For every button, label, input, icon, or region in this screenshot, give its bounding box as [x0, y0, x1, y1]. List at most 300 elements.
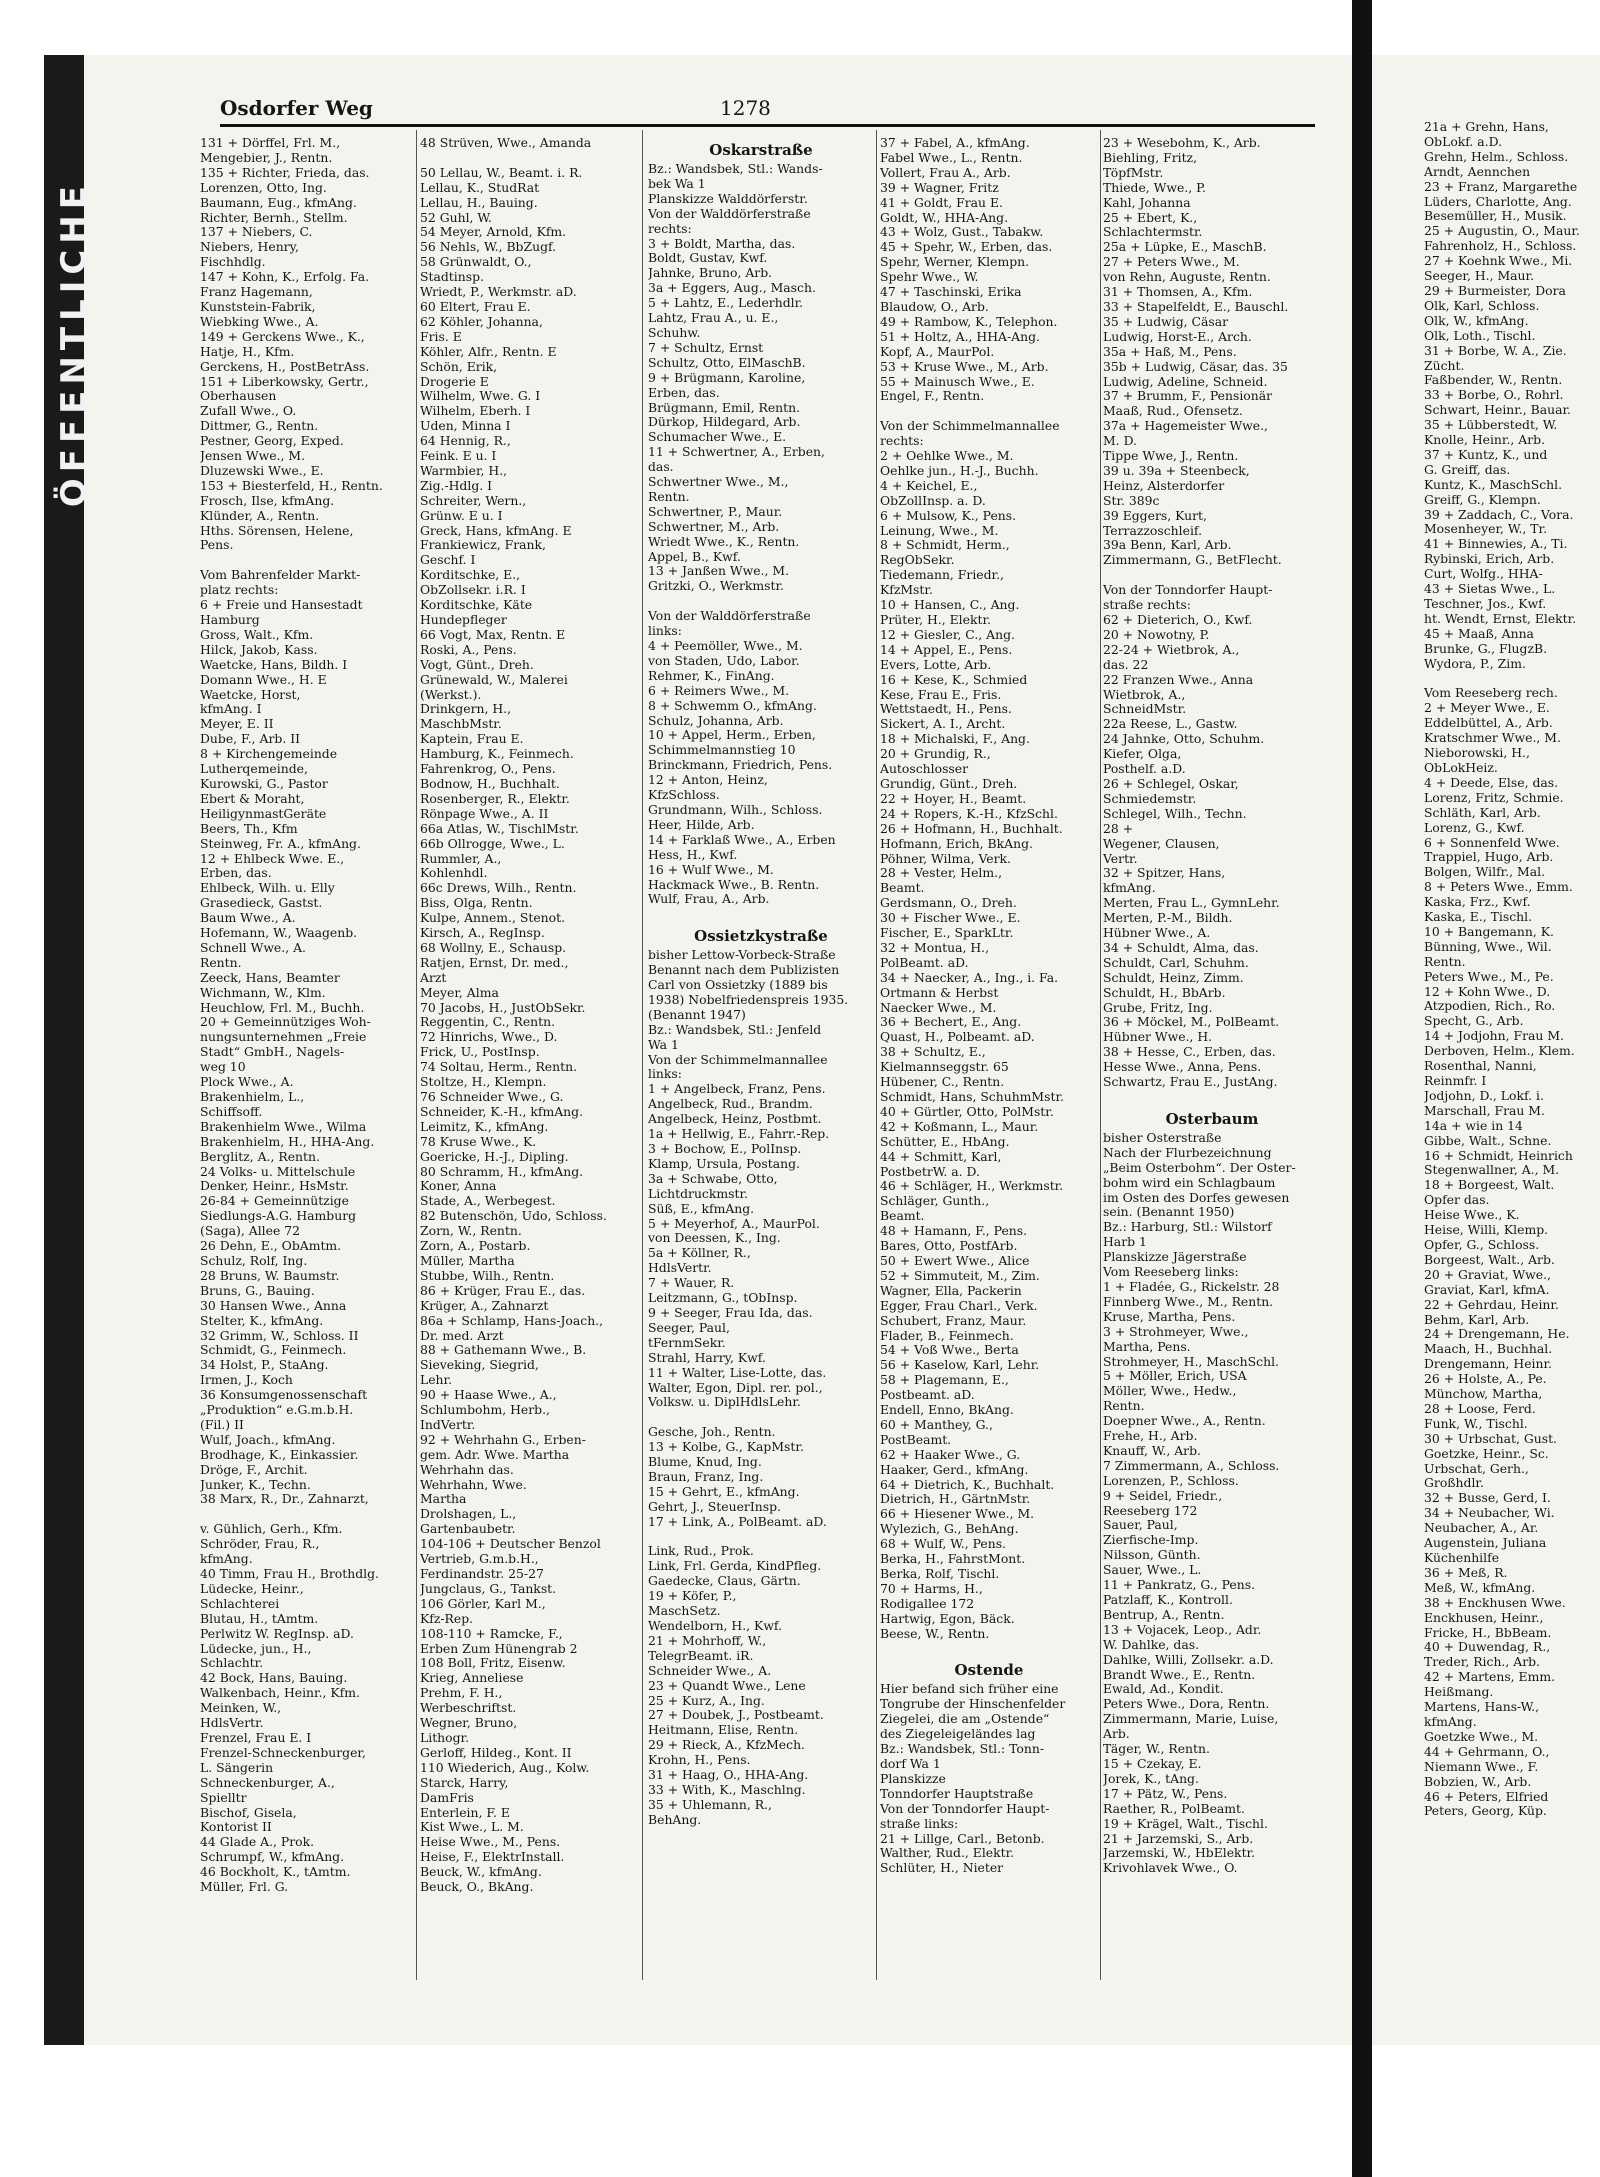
directory-entry: Grünewald, W., Malerei [420, 672, 568, 687]
directory-entry: 32 + Montua, H., [880, 940, 990, 955]
directory-column-2 [420, 136, 638, 1895]
directory-entry [648, 1530, 874, 1545]
directory-entry: Brakenhielm, H., HHA-Ang. [200, 1134, 375, 1149]
directory-entry: 92 + Wehrhahn G., Erben- [420, 1432, 586, 1447]
directory-entry: Carl von Ossietzky (1889 bis [648, 978, 828, 993]
directory-entry: 26-84 + Gemeinnützige [200, 1194, 349, 1209]
directory-entry: Evers, Lotte, Arb. [880, 657, 992, 672]
directory-entry: Frankiewicz, Frank, [420, 538, 546, 553]
directory-entry: 62 + Haaker Wwe., G. [880, 1447, 1021, 1462]
directory-entry: Lithogr. [420, 1730, 470, 1745]
directory-entry: Gritzki, O., Werkmstr. [648, 579, 784, 594]
directory-entry: Stubbe, Wilh., Rentn. [420, 1268, 555, 1283]
directory-entry: 28 + Loose, Ferd. [1424, 1401, 1536, 1416]
directory-entry: Ewald, Ad., Kondit. [1103, 1682, 1224, 1697]
directory-entry: Schulz, Johanna, Arb. [648, 713, 784, 728]
directory-entry: Junker, K., Techn. [200, 1477, 311, 1492]
directory-entry: Lellau, H., Bauing. [420, 195, 538, 210]
directory-entry: Teschner, Jos., Kwf. [1424, 597, 1547, 611]
directory-entry: Möller, Wwe., Hedw., [1103, 1384, 1237, 1399]
directory-entry: Merten, Frau L., GymnLehr. [1103, 896, 1280, 911]
directory-entry: Kratschmer Wwe., M. [1424, 731, 1561, 746]
directory-entry: Planskizze Jägerstraße [1103, 1250, 1247, 1265]
directory-entry: 2 + Oehlke Wwe., M. [880, 449, 1014, 464]
directory-entry: Lorenzen, Otto, Ing. [200, 180, 327, 195]
directory-entry: Schumacher Wwe., E. [648, 430, 787, 445]
street-heading: Ostende [954, 1661, 1024, 1680]
directory-entry: Franz Hagemann, [200, 285, 313, 300]
directory-entry: Schlachterei [200, 1596, 280, 1611]
directory-entry: Fricke, H., BbBeam. [1424, 1625, 1552, 1640]
directory-entry: 60 Eltert, Frau E. [420, 299, 531, 314]
directory-entry: 26 + Holste, A., Pe. [1424, 1372, 1547, 1387]
directory-entry: 55 + Mainusch Wwe., E. [880, 374, 1035, 389]
directory-entry: Wilhelm, Eberh. I [420, 404, 531, 419]
directory-entry: 7 + Schultz, Ernst [648, 340, 764, 355]
directory-entry: 16 + Wulf Wwe., M. [648, 862, 774, 877]
directory-entry: Greck, Hans, kfmAng. E [420, 523, 572, 538]
directory-entry: Lüders, Charlotte, Ang. [1424, 194, 1572, 209]
directory-entry: Enckhusen, Heinr., [1424, 1610, 1544, 1625]
directory-entry: Uden, Minna I [420, 419, 511, 434]
directory-entry: nungsunternehmen „Freie [200, 1030, 367, 1045]
directory-entry: 3 + Bochow, E., PolInsp. [648, 1142, 802, 1156]
directory-entry: Tongrube der Hinschenfelder [880, 1697, 1066, 1712]
directory-entry: Olk, W., kfmAng. [1424, 313, 1529, 328]
directory-entry: 28 Bruns, W. Baumstr. [200, 1268, 340, 1283]
directory-entry: Vollert, Frau A., Arb. [880, 165, 1011, 180]
directory-entry: Bruns, G., Bauing. [200, 1283, 315, 1298]
directory-entry: von Staden, Udo, Labor. [648, 653, 800, 668]
directory-entry: 14 + Appel, E., Pens. [880, 642, 1013, 657]
directory-entry: Flader, B., Feinmech. [880, 1328, 1014, 1343]
directory-entry: Braun, Franz, Ing. [648, 1469, 764, 1484]
directory-entry: 48 Strüven, Wwe., Amanda [420, 136, 592, 150]
directory-entry: Jarzemski, W., HbElektr. [1103, 1846, 1256, 1861]
directory-entry: Müller, Martha [420, 1253, 515, 1268]
directory-entry: Beamt. [880, 881, 925, 896]
directory-entry: 17 + Pätz, W., Pens. [1103, 1786, 1228, 1801]
directory-entry: Schmidt, G., Feinmech. [200, 1343, 347, 1358]
directory-entry: Maach, H., Buchhal. [1424, 1342, 1553, 1357]
directory-entry: 8 + Schmidt, Herm., [880, 538, 1010, 553]
directory-entry: Wydora, P., Zim. [1424, 656, 1526, 671]
directory-entry: Lorenz, Fritz, Schmie. [1424, 790, 1564, 805]
directory-entry: 1a + Hellwig, E., Fahrr.-Rep. [648, 1127, 830, 1142]
directory-entry: Hamburg [200, 613, 260, 627]
directory-entry: Mengebier, J., Rentn. [200, 150, 333, 165]
directory-entry: Köhler, Alfr., Rentn. E [420, 344, 557, 359]
directory-entry: Wettstaedt, H., Pens. [880, 702, 1012, 717]
directory-entry: Grasedieck, Gastst. [200, 896, 323, 911]
directory-entry: Reinmfr. I [1424, 1074, 1487, 1088]
directory-entry: Kurowski, G., Pastor [200, 776, 328, 791]
directory-entry: Biss, Olga, Rentn. [420, 896, 533, 911]
directory-entry: Hundepfleger [420, 613, 507, 627]
directory-entry: Bz.: Wandsbek, Stl.: Jenfeld [648, 1022, 822, 1037]
directory-entry: Arb. [1103, 1727, 1130, 1742]
directory-entry: Schwart, Heinr., Bauar. [1424, 403, 1571, 418]
directory-entry: HeiligynmastGeräte [200, 806, 327, 821]
directory-entry: Schmiedemstr. [1103, 791, 1197, 806]
directory-entry: 43 + Wolz, Gust., Tabakw. [880, 225, 1044, 240]
directory-entry: Rentn. [200, 955, 242, 970]
directory-entry: Berka, Rolf, Tischl. [880, 1567, 1000, 1581]
directory-entry: L. Sängerin [200, 1760, 274, 1775]
directory-entry: Prüter, H., Elektr. [880, 613, 991, 627]
directory-entry: sein. (Benannt 1950) [1103, 1205, 1235, 1220]
directory-entry: Jungclaus, G., Tankst. [420, 1581, 557, 1596]
directory-entry: Naecker Wwe., M. [880, 1000, 997, 1015]
directory-entry: 147 + Kohn, K., Erfolg. Fa. [200, 270, 370, 285]
directory-entry: 1 + Fladée, G., Rickelstr. 28 [1103, 1279, 1280, 1294]
directory-entry: Gerdsmann, O., Dreh. [880, 896, 1017, 911]
directory-entry: Sickert, A. I., Archt. [880, 717, 1006, 732]
directory-entry: Peters, Georg, Küp. [1424, 1804, 1547, 1819]
directory-entry: Lutherqemeinde, [200, 762, 308, 777]
directory-entry: 34 + Neubacher, Wi. [1424, 1506, 1555, 1521]
directory-entry: PostBeamt. [880, 1432, 952, 1447]
column-divider [416, 130, 417, 1980]
directory-entry: Baum Wwe., A. [200, 911, 296, 926]
directory-entry [648, 907, 874, 922]
directory-entry: Hesse Wwe., Anna, Pens. [1103, 1060, 1262, 1075]
directory-entry: Denker, Heinr., HsMstr. [200, 1179, 349, 1194]
directory-entry: M. D. [1103, 434, 1137, 449]
directory-entry: Zücht. [1424, 358, 1465, 373]
directory-entry: Rentn. [1424, 954, 1466, 969]
directory-entry [1424, 672, 1600, 687]
directory-entry: Pestner, Georg, Exped. [200, 434, 344, 449]
directory-entry: Bobzien, W., Arb. [1424, 1774, 1532, 1789]
directory-entry: Vom Reeseberg rech. [1424, 686, 1558, 701]
directory-entry: 27 + Peters Wwe., M. [1103, 255, 1240, 270]
directory-entry: 19 + Köfer, P., [648, 1589, 737, 1604]
directory-entry: 13 + Vojacek, Leop., Adr. [1103, 1622, 1262, 1637]
directory-entry: Rehmer, K., FinAng. [648, 668, 775, 683]
directory-entry: 24 + Drengemann, He. [1424, 1327, 1570, 1342]
directory-entry: Dluzewski Wwe., E. [200, 463, 324, 478]
directory-entry: Roski, A., Pens. [420, 642, 517, 657]
directory-entry: Sauer, Wwe., L. [1103, 1563, 1202, 1578]
directory-entry: Maaß, Rud., Ofensetz. [1103, 404, 1243, 419]
directory-entry: 2 + Meyer Wwe., E. [1424, 701, 1550, 716]
directory-entry: Ludwig, Horst-E., Arch. [1103, 329, 1252, 344]
directory-entry: Schwertner, P., Maur. [648, 504, 783, 519]
directory-entry: Tippe Wwe, J., Rentn. [1103, 449, 1239, 464]
column-divider [876, 130, 877, 1980]
directory-entry: Posthelf. a.D. [1103, 762, 1186, 777]
directory-entry: Atzpodien, Rich., Ro. [1424, 999, 1556, 1014]
directory-entry: Gibbe, Walt., Schne. [1424, 1133, 1552, 1148]
directory-entry: kfmAng. [1103, 881, 1156, 896]
directory-entry: Reggentin, C., Rentn. [420, 1015, 556, 1030]
directory-entry: Drinkgern, H., [420, 702, 512, 717]
directory-entry: „Beim Osterbohm“. Der Oster- [1103, 1160, 1296, 1175]
directory-entry: Wiebking Wwe., A. [200, 314, 319, 329]
directory-entry: Erben, das. [200, 866, 272, 881]
directory-entry: 24 Jahnke, Otto, Schuhm. [1103, 732, 1265, 747]
directory-entry: Bolgen, Wilfr., Mal. [1424, 865, 1546, 880]
directory-entry: 86a + Schlamp, Hans-Joach., [420, 1313, 604, 1328]
directory-entry: Richter, Bernh., Stellm. [200, 210, 348, 225]
directory-entry: Rentn. [648, 489, 690, 504]
directory-entry: Prehm, F. H., [420, 1686, 503, 1701]
directory-entry: PolBeamt. aD. [880, 955, 969, 970]
directory-entry: Borgeest, Walt., Arb. [1424, 1252, 1555, 1267]
directory-entry: Erben Zum Hünengrab 2 [420, 1641, 578, 1656]
directory-entry: Merten, P.-M., Bildh. [1103, 911, 1233, 926]
directory-entry: Heise Wwe., M., Pens. [420, 1835, 561, 1850]
directory-entry: Domann Wwe., H. E [200, 672, 327, 687]
directory-entry: 35 + Ludwig, Cäsar [1103, 314, 1229, 329]
directory-entry: Boldt, Gustav, Kwf. [648, 251, 768, 266]
directory-entry: 50 + Ewert Wwe., Alice [880, 1253, 1030, 1268]
directory-entry: Brandt Wwe., E., Rentn. [1103, 1667, 1256, 1682]
directory-entry: 7 + Wauer, R. [648, 1276, 735, 1291]
directory-entry: RegObSekr. [880, 553, 955, 568]
directory-entry: Hths. Sörensen, Helene, [200, 523, 354, 538]
directory-entry: (Saga), Allee 72 [200, 1224, 300, 1239]
directory-entry: Meß, W., kfmAng. [1424, 1580, 1536, 1595]
directory-entry: 51 + Holtz, A., HHA-Ang. [880, 329, 1040, 344]
directory-entry: Kaska, E., Tischl. [1424, 910, 1533, 925]
directory-entry: 26 Dehn, E., ObAmtm. [200, 1239, 342, 1254]
directory-entry: 3a + Eggers, Aug., Masch. [648, 281, 816, 296]
directory-entry: Behm, Karl, Arb. [1424, 1312, 1530, 1327]
directory-entry: 38 + Hesse, C., Erben, das. [1103, 1045, 1276, 1060]
directory-entry: 14 + Jodjohn, Frau M. [1424, 1029, 1564, 1044]
directory-entry: Seeger, H., Maur. [1424, 269, 1535, 284]
directory-entry: 37 + Brumm, F., Pensionär [1103, 389, 1273, 404]
directory-entry: Egger, Frau Charl., Verk. [880, 1298, 1038, 1313]
directory-entry: Blume, Knud, Ing. [648, 1455, 762, 1470]
directory-entry: Dube, F., Arb. II [200, 732, 301, 747]
directory-entry: Harb 1 [1103, 1235, 1147, 1250]
directory-entry: 12 + Anton, Heinz, [648, 773, 768, 788]
directory-entry: 35 + Uhlemann, R., [648, 1797, 772, 1812]
directory-entry: 21 + Lillge, Carl., Betonb. [880, 1831, 1045, 1846]
directory-entry: bisher Lettow-Vorbeck-Straße [648, 948, 836, 963]
directory-entry: 45 + Maaß, Anna [1424, 626, 1534, 641]
directory-entry: kfmAng. I [200, 702, 262, 717]
directory-entry: 44 + Schmitt, Karl, [880, 1149, 1002, 1164]
directory-entry: Kaptein, Frau E. [420, 732, 524, 747]
directory-entry: Rosenberger, R., Elektr. [420, 791, 570, 806]
directory-entry: Arndt, Aennchen [1424, 164, 1531, 179]
directory-entry: Siedlungs-A.G. Hamburg [200, 1209, 357, 1224]
directory-entry: Schreiter, Wern., [420, 493, 527, 508]
directory-entry: 7 Zimmermann, A., Schloss. [1103, 1458, 1280, 1473]
directory-entry: Brügmann, Emil, Rentn. [648, 400, 801, 415]
directory-entry: 9 + Seeger, Frau Ida, das. [648, 1305, 813, 1320]
directory-entry: 8 + Schwemm O., kfmAng. [648, 698, 817, 713]
page-gutter [1352, 0, 1372, 2177]
directory-entry: Opfer das. [1424, 1193, 1490, 1208]
directory-entry: Frick, U., PostInsp. [420, 1045, 540, 1060]
directory-entry: HdlsVertr. [200, 1716, 264, 1731]
directory-entry: Warmbier, H., [420, 463, 508, 478]
directory-entry: 149 + Gerckens Wwe., K., [200, 329, 365, 344]
directory-entry: 36 Konsumgenossenschaft [200, 1388, 368, 1403]
directory-entry [648, 594, 874, 609]
directory-entry: Blaudow, O., Arb. [880, 299, 989, 314]
directory-entry: Engel, F., Rentn. [880, 389, 985, 404]
directory-entry: Wegner, Bruno, [420, 1716, 518, 1731]
directory-entry: Enterlein, F. E [420, 1805, 510, 1820]
directory-entry: 41 + Goldt, Frau E. [880, 195, 1003, 210]
directory-entry: 4 + Deede, Else, das. [1424, 775, 1559, 790]
directory-entry: Hübner Wwe., H. [1103, 1030, 1213, 1045]
directory-entry: 104-106 + Deutscher Benzol [420, 1537, 601, 1552]
directory-entry: 5a + Köllner, R., [648, 1246, 751, 1261]
directory-entry: MaschbMstr. [420, 717, 502, 732]
directory-entry: kfmAng. [200, 1552, 253, 1567]
directory-entry: Brunke, G., FlugzB. [1424, 641, 1548, 656]
directory-entry: Bz.: Wandsbek, Stl.: Wands- [648, 162, 823, 176]
directory-entry: 18 + Michalski, F., Ang. [880, 732, 1030, 747]
directory-entry: Wriedt, P., Werkmstr. aD. [420, 285, 577, 300]
directory-entry: Goetzke, Heinr., Sc. [1424, 1446, 1549, 1461]
directory-entry: Vertrieb, G.m.b.H., [420, 1552, 539, 1567]
header-rule [220, 124, 1315, 127]
directory-entry: Schwertner, M., Arb. [648, 519, 780, 534]
directory-entry: Zeeck, Hans, Beamter [200, 970, 340, 985]
directory-entry: Hilck, Jakob, Kass. [200, 642, 318, 657]
directory-entry: Angelbeck, Rud., Brandm. [648, 1097, 813, 1112]
directory-entry: Bodnow, H., Buchhalt. [420, 776, 560, 791]
directory-entry: ObLokf. a.D. [1424, 134, 1503, 149]
directory-entry: Drengemann, Heinr. [1424, 1357, 1552, 1372]
directory-entry: Jorek, K., tAng. [1103, 1771, 1199, 1786]
directory-entry: 58 Grünwaldt, O., [420, 255, 532, 270]
directory-entry: bohm wird ein Schlagbaum [1103, 1175, 1276, 1190]
directory-entry: Wulf, Frau, A., Arb. [648, 892, 770, 907]
directory-entry: rechts: [648, 221, 692, 236]
directory-entry: Olk, Karl, Schloss. [1424, 298, 1540, 313]
directory-entry: Krieg, Anneliese [420, 1671, 524, 1686]
directory-entry: Von der Tonndorfer Haupt- [1103, 583, 1273, 598]
directory-entry: Marschall, Frau M. [1424, 1103, 1545, 1118]
directory-entry: links: [648, 624, 682, 639]
street-heading: Ossietzkystraße [694, 927, 828, 946]
directory-entry: Berka, H., FahrstMont. [880, 1552, 1026, 1567]
directory-entry: 25 + Ebert, K., [1103, 210, 1198, 225]
directory-entry: Hofemann, W., Waagenb. [200, 926, 358, 941]
directory-entry: Pens. [200, 538, 234, 553]
directory-entry: Neubacher, A., Ar. [1424, 1521, 1539, 1536]
directory-entry: straße rechts: [1103, 598, 1191, 613]
directory-entry: 34 + Schuldt, Alma, das. [1103, 940, 1259, 955]
directory-entry: Kontorist II [200, 1820, 272, 1835]
directory-entry: Seeger, Paul, [648, 1320, 730, 1335]
directory-entry: Walter, Egon, Dipl. rer. pol., [648, 1380, 823, 1395]
directory-entry: Schröder, Frau, R., [200, 1537, 320, 1552]
directory-entry: Link, Frl. Gerda, KindPfleg. [648, 1559, 822, 1574]
directory-entry: 80 Schramm, H., kfmAng. [420, 1164, 584, 1179]
directory-entry: 10 + Appel, Herm., Erben, [648, 728, 816, 743]
directory-entry: 70 Jacobs, H., JustObSekr. [420, 1000, 586, 1015]
directory-entry: 82 Butenschön, Udo, Schloss. [420, 1209, 607, 1224]
directory-entry: 66a Atlas, W., TischlMstr. [420, 821, 579, 836]
directory-entry: Biehling, Fritz, [1103, 150, 1198, 165]
directory-entry: Grehn, Helm., Schloss. [1424, 149, 1569, 164]
directory-entry: 49 + Rambow, K., Telephon. [880, 314, 1058, 329]
directory-entry: Schuldt, Carl, Schuhm. [1103, 955, 1249, 970]
directory-entry: 31 + Haag, O., HHA-Ang. [648, 1768, 809, 1783]
directory-entry: 36 + Bechert, E., Ang. [880, 1015, 1022, 1030]
directory-entry: 52 Guhl, W. [420, 210, 492, 225]
directory-entry: 38 + Schultz, E., [880, 1045, 986, 1060]
directory-entry: Ratjen, Ernst, Dr. med., [420, 955, 569, 970]
directory-entry: 50 Lellau, W., Beamt. i. R. [420, 165, 583, 180]
directory-entry: Schläger, Gunth., [880, 1194, 990, 1209]
directory-entry: Stegenwallner, A., M. [1424, 1163, 1560, 1178]
directory-entry: Wichmann, W., Klm. [200, 985, 326, 1000]
directory-entry: Rentn. [1103, 1399, 1145, 1414]
directory-entry: 108 Boll, Fritz, Eisenw. [420, 1656, 566, 1671]
directory-entry: 56 + Kaselow, Karl, Lehr. [880, 1358, 1040, 1373]
directory-entry: Wa 1 [648, 1037, 679, 1052]
directory-entry: Schrumpf, W., kfmAng. [200, 1850, 345, 1865]
directory-entry: Walther, Rud., Elektr. [880, 1846, 1015, 1861]
directory-entry: G. Greiff, das. [1424, 462, 1511, 477]
directory-entry: Dahlke, Willi, Zollsekr. a.D. [1103, 1652, 1274, 1667]
directory-entry: 137 + Niebers, C. [200, 225, 313, 240]
directory-entry: Schön, Erik, [420, 359, 498, 374]
directory-entry [648, 1410, 874, 1425]
directory-entry: 25 + Kurz, A., Ing. [648, 1693, 765, 1708]
directory-entry: Eddelbüttel, A., Arb. [1424, 716, 1553, 731]
directory-entry: Spehr, Werner, Klempn. [880, 255, 1030, 270]
directory-entry: Lehr. [420, 1373, 453, 1388]
directory-entry: Lellau, K., StudRat [420, 180, 540, 195]
directory-entry: 39 u. 39a + Steenbeck, [1103, 463, 1250, 478]
directory-entry: Opfer, G., Schloss. [1424, 1237, 1540, 1252]
directory-entry: Koner, Anna [420, 1179, 497, 1194]
directory-entry: 11 + Schwertner, A., Erben, [648, 445, 825, 460]
directory-entry: Gaedecke, Claus, Gärtn. [648, 1574, 801, 1589]
directory-entry: Lorenz, G., Kwf. [1424, 820, 1525, 835]
directory-entry: Drolshagen, L., [420, 1507, 517, 1522]
directory-entry: 22-24 + Wietbrok, A., [1103, 642, 1240, 657]
directory-entry: 12 + Giesler, C., Ang. [880, 627, 1015, 642]
directory-entry: 34 Holst, P., StaAng. [200, 1358, 329, 1373]
directory-entry: 45 + Spehr, W., Erben, das. [880, 240, 1053, 255]
directory-entry: Lahtz, Frau A., u. E., [648, 311, 779, 326]
directory-entry: 42 Bock, Hans, Bauing. [200, 1671, 348, 1686]
directory-entry: von Deessen, K., Ing. [648, 1231, 781, 1246]
directory-entry: Raether, R., PolBeamt. [1103, 1801, 1245, 1816]
directory-entry: Beers, Th., Kfm [200, 821, 298, 836]
directory-entry: Krüger, A., Zahnarzt [420, 1298, 549, 1313]
directory-entry: 66 + Hiesener Wwe., M. [880, 1507, 1035, 1522]
directory-entry: 44 Glade A., Prok. [200, 1835, 315, 1850]
directory-entry: Heinz, Alsterdorfer [1103, 478, 1225, 493]
directory-entry: Zufall Wwe., O. [200, 404, 297, 419]
directory-entry: Grünw. E u. I [420, 508, 503, 523]
directory-entry: Rosenthal, Nanni, [1424, 1059, 1537, 1074]
directory-entry: 8 + Peters Wwe., Emm. [1424, 880, 1573, 895]
column-divider [1100, 130, 1101, 1980]
directory-entry: 68 + Wulf, W., Pens. [880, 1537, 1006, 1552]
directory-entry: Tonndorfer Hauptstraße [880, 1786, 1034, 1801]
directory-entry: 22a Reese, L., Gastw. [1103, 717, 1238, 732]
directory-entry: Kunststein-Fabrik, [200, 299, 316, 314]
directory-entry: Finnberg Wwe., M., Rentn. [1103, 1294, 1274, 1309]
directory-entry: Schneider Wwe., A. [648, 1663, 772, 1678]
directory-entry: 37 + Kuntz, K., und [1424, 447, 1548, 462]
